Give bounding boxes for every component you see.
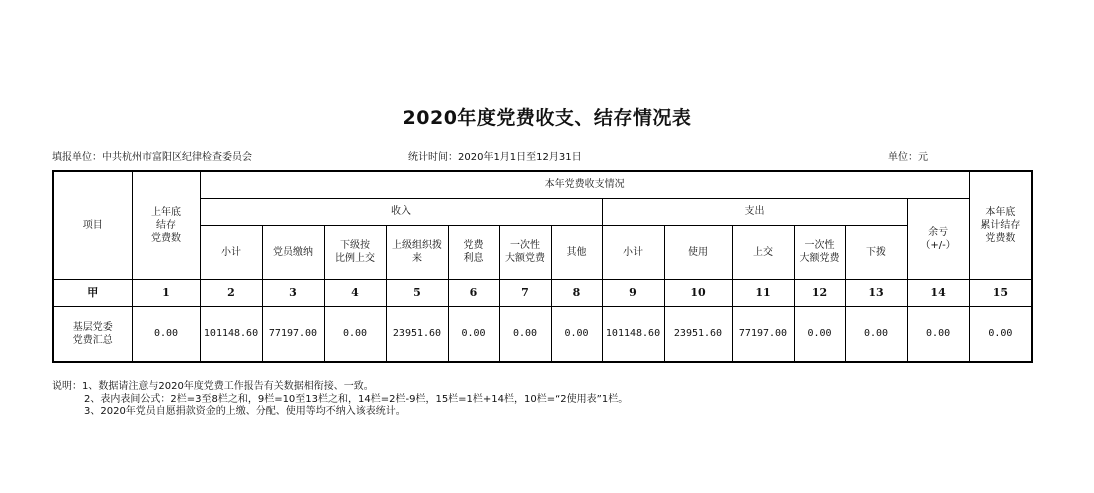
- value-cell: 0.00: [448, 306, 499, 362]
- header-expense-col: 小计: [602, 225, 664, 279]
- header-surplus: 余亏 （+/-）: [907, 198, 969, 279]
- header-income-col: 党费 利息: [448, 225, 499, 279]
- value-cell: 101148.60: [602, 306, 664, 362]
- index-cell: 5: [386, 279, 448, 306]
- value-cell: 0.00: [551, 306, 602, 362]
- value-cell: 0.00: [132, 306, 200, 362]
- value-cell: 77197.00: [732, 306, 794, 362]
- value-cell: 0.00: [324, 306, 386, 362]
- header-expense: 支出: [602, 198, 907, 225]
- header-expense-col: 上交: [732, 225, 794, 279]
- index-cell: 2: [200, 279, 262, 306]
- index-cell: 甲: [53, 279, 132, 306]
- index-cell: 14: [907, 279, 969, 306]
- index-cell: 3: [262, 279, 324, 306]
- row-label: 基层党委 党费汇总: [53, 306, 132, 362]
- header-income: 收入: [200, 198, 602, 225]
- note-line: 说明：1、数据请注意与2020年度党费工作报告有关数据相衔接、一致。: [52, 381, 374, 392]
- value-cell: 0.00: [907, 306, 969, 362]
- header-income-col: 其他: [551, 225, 602, 279]
- index-cell: 4: [324, 279, 386, 306]
- index-cell: 1: [132, 279, 200, 306]
- reporting-unit: 填报单位：中共杭州市富阳区纪律检查委员会: [52, 152, 252, 163]
- note-line: 2、表内表间公式：2栏=3至8栏之和，9栏=10至13栏之和，14栏=2栏-9栏，15栏=1栏+14栏，10栏=“2使用表”1栏。: [84, 393, 629, 405]
- header-income-col: 党员缴纳: [262, 225, 324, 279]
- currency-unit: 单位：元: [888, 152, 928, 163]
- header-expense-col: 一次性 大额党费: [794, 225, 845, 279]
- index-cell: 10: [664, 279, 732, 306]
- value-cell: 0.00: [794, 306, 845, 362]
- value-cell: 0.00: [845, 306, 907, 362]
- header-section: 本年党费收支情况: [200, 171, 969, 198]
- notes: [52, 381, 628, 419]
- header-expense-col: 使用: [664, 225, 732, 279]
- value-cell: 0.00: [969, 306, 1032, 362]
- value-cell: 101148.60: [200, 306, 262, 362]
- header-income-col: 小计: [200, 225, 262, 279]
- header-income-col: 上级组织拨 来: [386, 225, 448, 279]
- statistics-period: 统计时间：2020年1月1日至12月31日: [408, 152, 582, 163]
- header-item: 项目: [53, 171, 132, 279]
- index-cell: 8: [551, 279, 602, 306]
- index-cell: 7: [499, 279, 551, 306]
- value-cell: 0.00: [499, 306, 551, 362]
- header-income-col: 下级按 比例上交: [324, 225, 386, 279]
- index-cell: 11: [732, 279, 794, 306]
- index-cell: 12: [794, 279, 845, 306]
- note-line: 3、2020年党员自愿捐款资金的上缴、分配、使用等均不纳入该表统计。: [84, 406, 406, 417]
- header-prev-balance: 上年底 结存 党费数: [132, 171, 200, 279]
- index-cell: 9: [602, 279, 664, 306]
- index-cell: 6: [448, 279, 499, 306]
- index-cell: 13: [845, 279, 907, 306]
- party-fee-table: [52, 170, 1033, 363]
- header-income-col: 一次性 大额党费: [499, 225, 551, 279]
- page-title: 2020年度党费收支、结存情况表: [402, 107, 692, 129]
- header-year-end: 本年底 累计结存 党费数: [969, 171, 1032, 279]
- index-cell: 15: [969, 279, 1032, 306]
- value-cell: 23951.60: [386, 306, 448, 362]
- value-cell: 77197.00: [262, 306, 324, 362]
- value-cell: 23951.60: [664, 306, 732, 362]
- header-expense-col: 下拨: [845, 225, 907, 279]
